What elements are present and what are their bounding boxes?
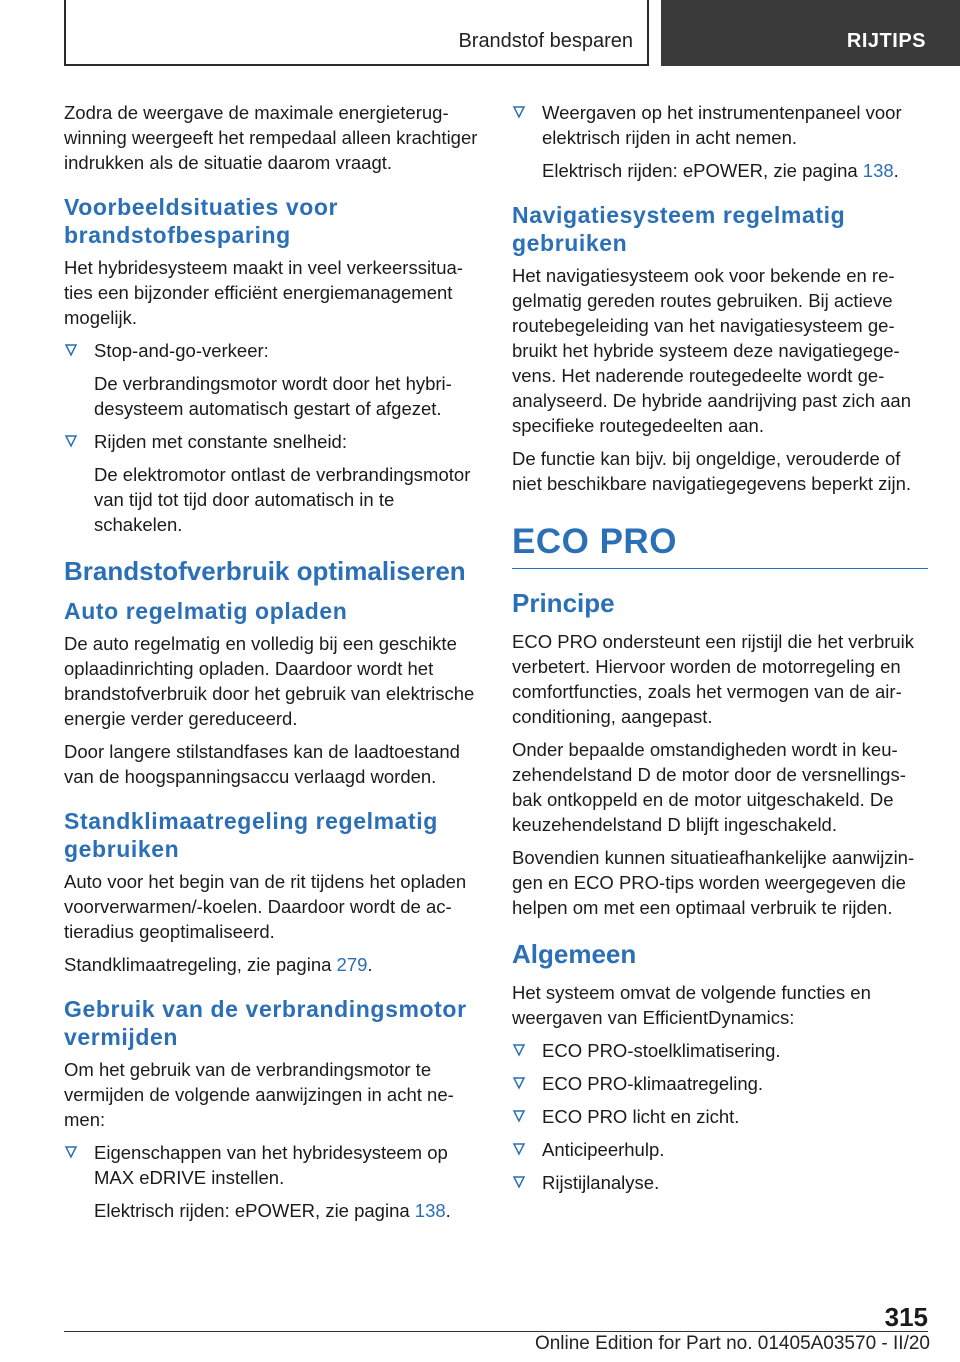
- list-item: [64, 338, 482, 421]
- list-item: [64, 1140, 482, 1223]
- paragraph-principle-1: ECO PRO ondersteunt een rijstijl die het verbruik verbetert. Hiervoor worden de motorregeling en comfortfuncties, zoals het vermogen van de airconditioning, aangepast.: [512, 631, 915, 727]
- list-item-title: Rijden met constante snelheid:: [94, 431, 347, 452]
- paragraph-navigation-2: De functie kan bijv. bij ongeldige, verouderde of niet beschikbare navigatiegegevens beperkt zijn.: [512, 448, 912, 494]
- triangle-bullet-icon: [64, 433, 78, 449]
- paragraph-principle-3: Bovendien kunnen situatieafhankelijke aanwijzingen en ECO PRO-tips worden weergegeven die helpen om met een optimaal verbruik te rijden.: [512, 847, 915, 918]
- right-column: [512, 100, 928, 1203]
- list-item: [512, 1104, 928, 1129]
- list-item-title: Stop-and-go-verkeer:: [94, 340, 269, 361]
- page-link-138[interactable]: 138: [414, 1200, 446, 1221]
- list-item-detail: De elektromotor ontlast de verbrandingsmotor van tijd tot tijd door automatisch in te schakelen.: [94, 464, 471, 535]
- triangle-bullet-icon: [512, 1141, 526, 1157]
- list-item-detail: Elektrisch rijden: ePOWER, zie pagina 138.: [542, 160, 899, 181]
- heading-principle: Principe: [512, 588, 615, 618]
- paragraph-navigation-1: Het navigatiesysteem ook voor bekende en regelmatig gereden routes gebruiken. Bij actieve routebegeleiding van het navigatiesysteem gebruikt het hybride systeem deze navigatiegegevens. Het naderende routegedeelte wordt geanalyseerd. De hybride aandrijving past zich aan specifieke routegedeelten aan.: [512, 265, 912, 436]
- list-item-title: Weergaven op het instrumentenpaneel voor elektrisch rijden in acht nemen.: [542, 102, 902, 148]
- list-item: [512, 1038, 928, 1063]
- paragraph-examples: Het hybridesysteem maakt in veel verkeerssituaties een bijzonder efficiënt energiemanagement mogelijk.: [64, 257, 463, 328]
- list-item-title: Eigenschappen van het hybridesysteem op MAX eDRIVE instellen.: [94, 1142, 448, 1188]
- paragraph-avoid: Om het gebruik van de verbrandingsmotor te vermijden de volgende aanwijzingen in acht nemen:: [64, 1059, 454, 1130]
- list-item-text: ECO PRO licht en zicht.: [542, 1106, 740, 1127]
- paragraph-principle-2: Onder bepaalde omstandigheden wordt in keuzehendelstand D de motor door de versnellingsbak ontkoppeld en de motor uitgeschakeld. De keuzehendelstand D blijft ingeschakeld.: [512, 739, 906, 835]
- list-item-text: ECO PRO-klimaatregeling.: [542, 1073, 764, 1094]
- intro-paragraph: Zodra de weergave de maximale energieterugwinning weergeeft het rempedaal alleen krachtiger indrukken als de situatie daarom vraagt.: [64, 102, 478, 173]
- left-column: [64, 100, 482, 1231]
- heading-optimize: Brandstofverbruik optimaliseren: [64, 556, 466, 586]
- heading-examples: Voorbeeldsituaties voor brandstofbesparing: [64, 194, 339, 248]
- footer-edition: Online Edition for Part no. 01405A03570 - II/20: [534, 1333, 930, 1354]
- heading-climate: Standklimaatregeling regelmatig gebruiken: [64, 808, 438, 862]
- page-header: [0, 0, 960, 66]
- heading-navigation: Navigatiesysteem regelmatig gebruiken: [512, 202, 846, 256]
- paragraph-general: Het systeem omvat de volgende functies en weergaven van EfficientDynamics:: [512, 982, 871, 1028]
- list-item: [512, 100, 928, 183]
- triangle-bullet-icon: [512, 1174, 526, 1190]
- list-item-detail: Elektrisch rijden: ePOWER, zie pagina 138.: [94, 1200, 451, 1221]
- list-item-text: ECO PRO-stoelklimatisering.: [542, 1040, 781, 1061]
- chapter-tab[interactable]: [661, 0, 960, 66]
- list-item: [64, 429, 482, 537]
- heading-charge: Auto regelmatig opladen: [64, 598, 348, 624]
- page-number: 315: [884, 1302, 928, 1332]
- list-item-text: Anticipeerhulp.: [542, 1139, 665, 1160]
- triangle-bullet-icon: [64, 1144, 78, 1160]
- triangle-bullet-icon: [512, 1108, 526, 1124]
- list-item-detail: De verbrandingsmotor wordt door het hybridesysteem automatisch gestart of afgezet.: [94, 373, 452, 419]
- heading-general: Algemeen: [512, 939, 637, 969]
- section-title: Brandstof besparen: [458, 30, 633, 52]
- chapter-heading-eco-pro: ECO PRO: [512, 522, 928, 569]
- list-item-text: Rijstijlanalyse.: [542, 1172, 660, 1193]
- heading-avoid: Gebruik van de verbrandingsmotor vermijden: [64, 996, 467, 1050]
- paragraph-charge-1: De auto regelmatig en volledig bij een geschikte oplaadinrichting opladen. Daardoor wordt het brandstofverbruik door het gebruik van elektrische energie verder gereduceerd.: [64, 633, 475, 729]
- triangle-bullet-icon: [64, 342, 78, 358]
- page-link-138[interactable]: 138: [862, 160, 894, 181]
- triangle-bullet-icon: [512, 1042, 526, 1058]
- triangle-bullet-icon: [512, 104, 526, 120]
- chapter-tab-label: RIJTIPS: [846, 30, 926, 52]
- paragraph-climate-ref: Standklimaatregeling, zie pagina 279.: [64, 954, 373, 975]
- list-item: [512, 1137, 928, 1162]
- triangle-bullet-icon: [512, 1075, 526, 1091]
- footer-divider: [64, 1331, 928, 1332]
- paragraph-charge-2: Door langere stilstandfases kan de laadtoestand van de hoogspanningsaccu verlaagd worden.: [64, 741, 460, 787]
- header-section-box: [64, 0, 649, 66]
- list-item: [512, 1170, 928, 1195]
- paragraph-climate: Auto voor het begin van de rit tijdens het opladen voorverwarmen/-koelen. Daardoor wordt de actieradius geoptimaliseerd.: [64, 871, 467, 942]
- page-link-279[interactable]: 279: [336, 954, 368, 975]
- list-item: [512, 1071, 928, 1096]
